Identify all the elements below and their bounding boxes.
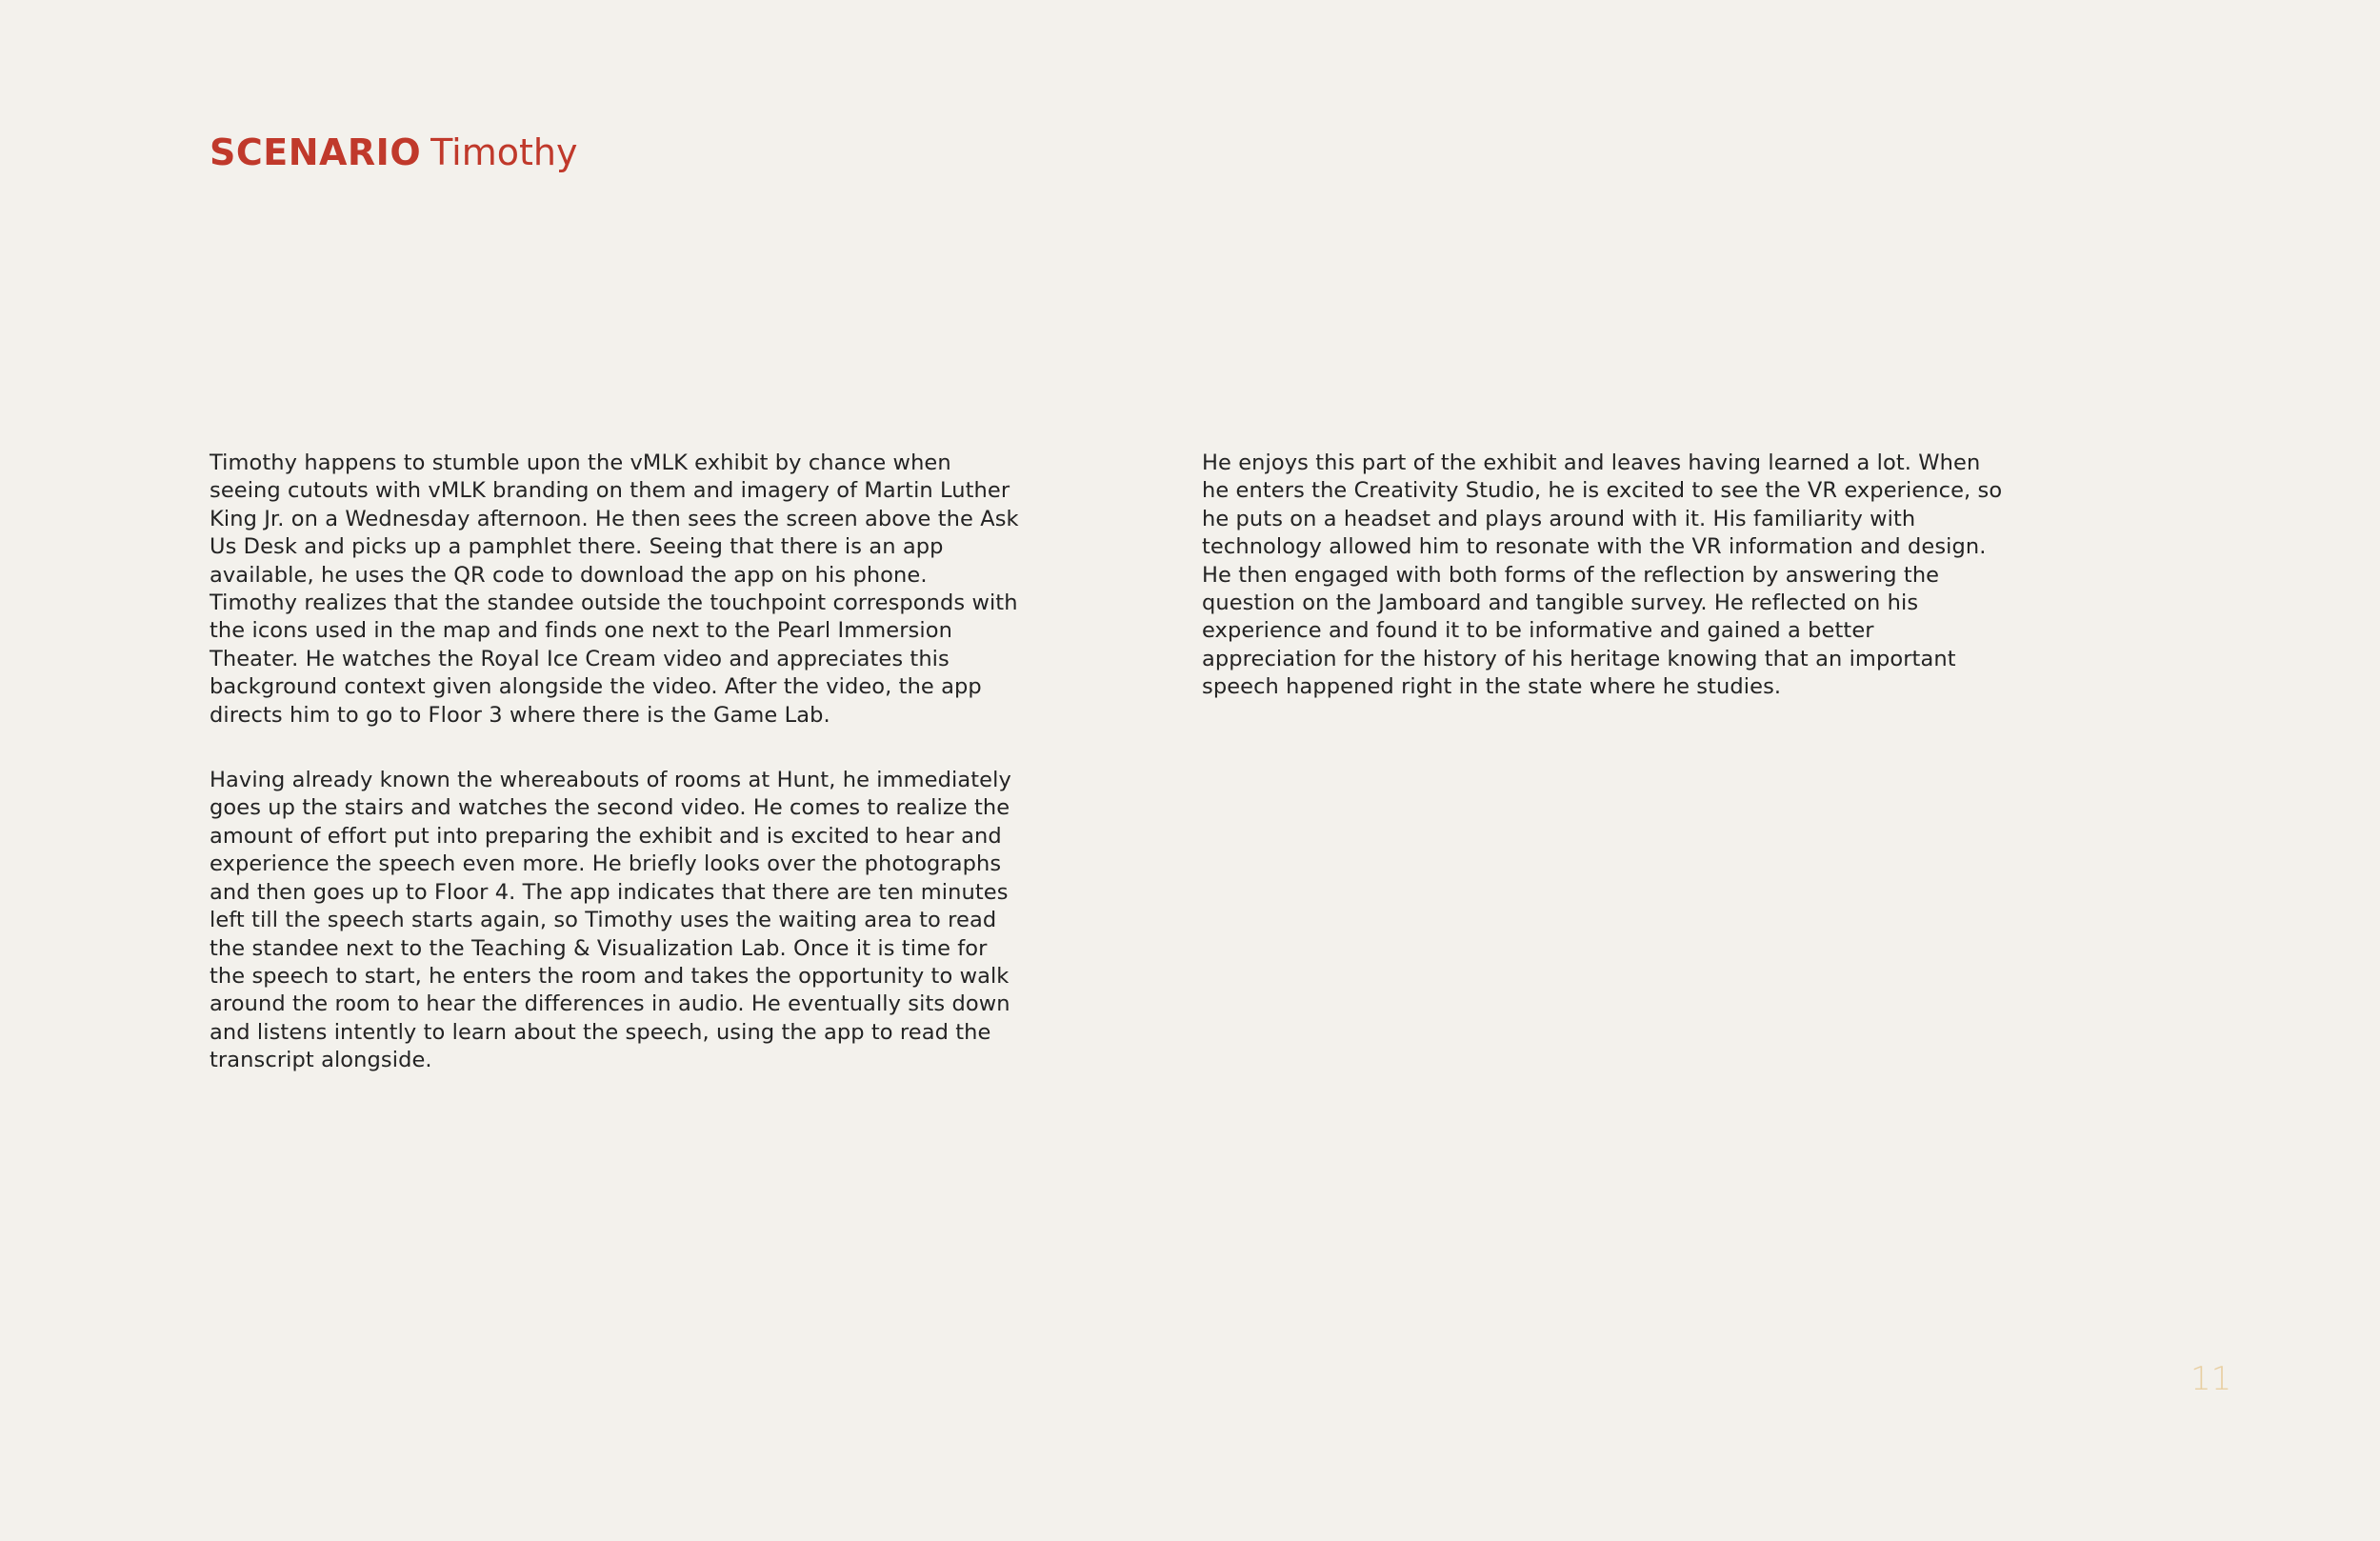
left-column (210, 450, 1019, 1075)
scenario-label: SCENARIO (210, 131, 422, 173)
body-paragraph: He enjoys this part of the exhibit and leaves having learned a lot. When he enters the Creativity Studio, he is excited to see the VR experience, so he puts on a headset and plays around with it. His familiarity with technology allowed him to resonate with the VR information and design. He then engaged with both forms of the reflection by answering the question on the Jamboard and tangible survey. He reflected on his experience and found it to be informative and gained a better appreciation for the history of his heritage knowing that an important speech happened right in the state where he studies. (1202, 450, 2003, 700)
body-paragraph: Timothy happens to stumble upon the vMLK exhibit by chance when seeing cutouts with vMLK branding on them and imagery of Martin Luther King Jr. on a Wednesday afternoon. He then sees the screen above the Ask Us Desk and picks up a pamphlet there. Seeing that there is an app available, he uses the QR code to download the app on his phone. Timothy realizes that the standee outside the touchpoint corresponds with the icons used in the map and finds one next to the Pearl Immersion Theater. He watches the Royal Ice Cream video and appreciates this background context given alongside the video. After the video, the app directs him to go to Floor 3 where there is the Game Lab. (210, 450, 1019, 728)
page-number: 11 (2190, 1360, 2232, 1398)
page-title (210, 129, 577, 176)
body-paragraph: Having already known the whereabouts of rooms at Hunt, he immediately goes up the stairs and watches the second video. He comes to realize the amount of effort put into preparing the exhibit and is excited to hear and experience the speech even more. He briefly looks over the photographs and then goes up to Floor 4. The app indicates that there are ten minutes left till the speech starts again, so Timothy uses the waiting area to read the standee next to the Teaching & Visualization Lab. Once it is time for the speech to start, he enters the room and takes the opportunity to walk around the room to hear the differences in audio. He eventually sits down and listens intently to learn about the speech, using the app to read the transcript alongside. (210, 768, 1011, 1073)
right-column (1202, 450, 2011, 702)
persona-name: Timothy (430, 131, 578, 173)
